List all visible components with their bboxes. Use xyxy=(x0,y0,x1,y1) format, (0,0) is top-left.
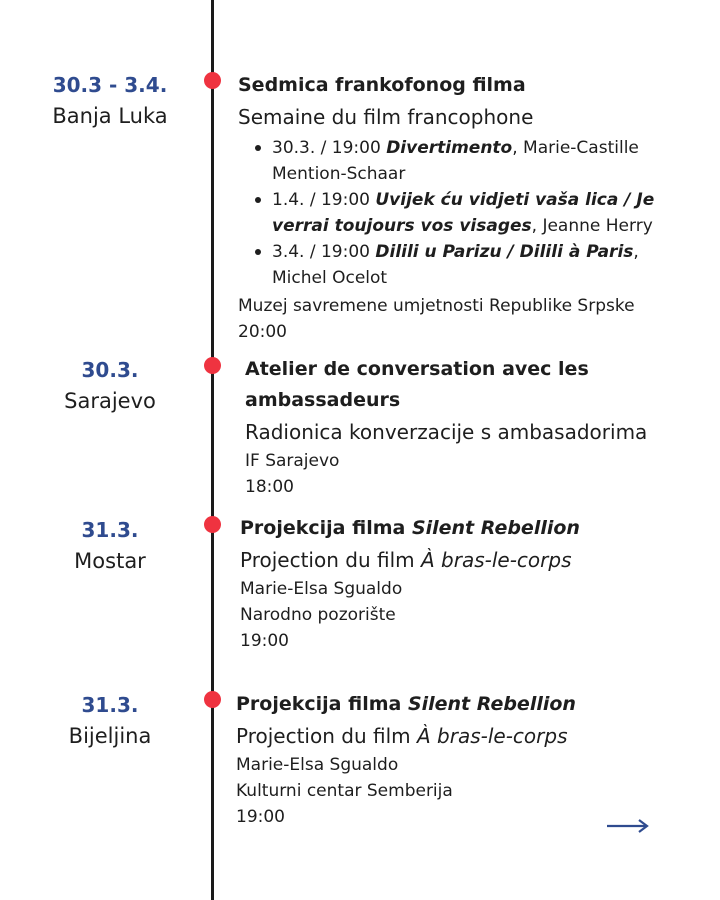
film-item xyxy=(238,135,698,187)
film-list xyxy=(238,135,698,291)
film-schedule: 30.3. / 19:00 xyxy=(272,138,387,158)
film-item xyxy=(238,239,698,291)
event-subtitle xyxy=(236,720,706,752)
event-venue: IF Sarajevo xyxy=(245,451,340,471)
event-city: Bijeljina xyxy=(68,724,152,748)
event-subtitle-prefix: Projection du film xyxy=(240,548,421,572)
event-subtitle xyxy=(240,544,710,576)
event-director: Marie-Elsa Sgualdo xyxy=(236,755,399,775)
event-date-block xyxy=(10,355,210,417)
event-city: Banja Luka xyxy=(52,104,168,128)
film-title: Uvijek ću vidjeti vaša lica / Je verrai toujours vos visages xyxy=(272,190,655,236)
event-title xyxy=(240,513,710,544)
event-subtitle-prefix: Projection du film xyxy=(236,724,417,748)
event-date-block xyxy=(10,690,210,752)
film-title: Divertimento xyxy=(386,138,513,158)
event-subtitle: Radionica konverzacije s ambasadorima xyxy=(245,420,648,444)
event-city: Mostar xyxy=(74,549,146,573)
timeline-dot xyxy=(204,691,221,708)
event-venue: Narodno pozorište xyxy=(240,605,396,625)
event-title-prefix: Projekcija filma xyxy=(236,693,408,715)
timeline-dot xyxy=(204,516,221,533)
event-date-block xyxy=(10,515,210,577)
arrow-right-icon[interactable] xyxy=(606,817,650,835)
event-title: Atelier de conversation avec les ambassadeurs xyxy=(245,358,589,411)
event-title xyxy=(236,689,706,720)
event-city: Sarajevo xyxy=(64,389,156,413)
film-director: , Michel Ocelot xyxy=(272,242,639,288)
event-title-film: Silent Rebellion xyxy=(411,517,580,539)
event-time: 18:00 xyxy=(245,477,294,497)
event-subtitle: Semaine du film francophone xyxy=(238,105,534,129)
film-title: Dilili u Parizu / Dilili à Paris xyxy=(375,242,634,262)
event-content xyxy=(245,354,695,500)
film-schedule: 3.4. / 19:00 xyxy=(272,242,376,262)
event-date: 30.3. xyxy=(81,358,139,382)
film-schedule: 1.4. / 19:00 xyxy=(272,190,376,210)
event-subtitle-film: À bras-le-corps xyxy=(420,548,572,572)
event-title-film: Silent Rebellion xyxy=(407,693,576,715)
film-director: , Jeanne Herry xyxy=(531,216,653,236)
event-title-prefix: Projekcija filma xyxy=(240,517,412,539)
event-content xyxy=(236,689,706,830)
event-time: 19:00 xyxy=(240,631,289,651)
event-content xyxy=(238,70,698,345)
event-date-block xyxy=(10,70,210,132)
event-subtitle-film: À bras-le-corps xyxy=(416,724,568,748)
event-date: 31.3. xyxy=(81,518,139,542)
event-time: 20:00 xyxy=(238,322,287,342)
film-director: , Marie-Castille Mention-Schaar xyxy=(272,138,639,184)
timeline-dot xyxy=(204,357,221,374)
film-item xyxy=(238,187,698,239)
event-date: 31.3. xyxy=(81,693,139,717)
event-date: 30.3 - 3.4. xyxy=(52,73,168,97)
event-venue: Muzej savremene umjetnosti Republike Srpske xyxy=(238,296,635,316)
event-title: Sedmica frankofonog filma xyxy=(238,74,526,96)
event-time: 19:00 xyxy=(236,807,285,827)
event-director: Marie-Elsa Sgualdo xyxy=(240,579,403,599)
event-venue: Kulturni centar Semberija xyxy=(236,781,453,801)
event-content xyxy=(240,513,710,654)
timeline-line xyxy=(211,0,214,900)
timeline-dot xyxy=(204,72,221,89)
